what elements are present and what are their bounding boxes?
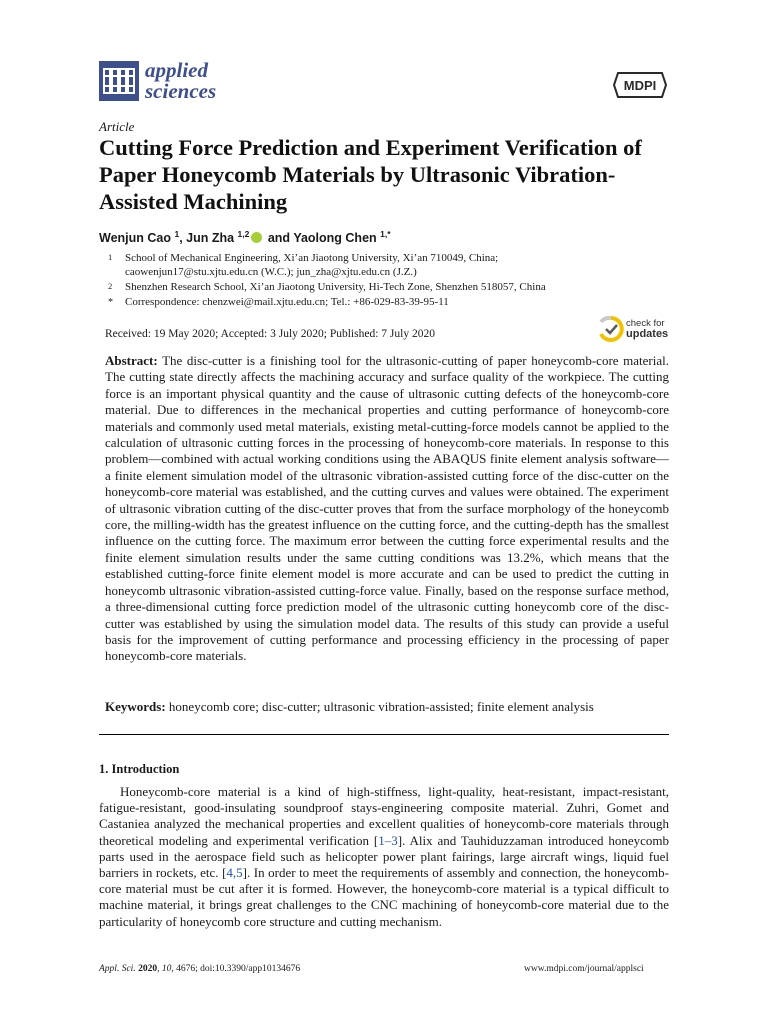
- footer-citation: Appl. Sci. 2020, 10, 4676; doi:10.3390/app10134676: [99, 964, 301, 974]
- check-updates-line2: updates: [626, 328, 669, 340]
- footer-journal-abbr: Appl. Sci.: [99, 964, 136, 974]
- paper-title: Cutting Force Prediction and Experiment Verification of Paper Honeycomb Materials by Ultrasonic Vibration-Assisted Machining: [99, 135, 642, 214]
- correspondence-mark: *: [108, 297, 113, 308]
- correspondence-text: Correspondence: chenzwei@mail.xjtu.edu.cn; Tel.: +86-029-83-39-95-11: [125, 296, 449, 308]
- footer-year: 2020: [138, 964, 158, 974]
- author-affiliation-mark: 1: [174, 229, 180, 239]
- abstract-label: Abstract:: [105, 353, 158, 368]
- affiliation-emails: caowenjun17@stu.xjtu.edu.cn (W.C.); jun_zha@xjtu.edu.cn (J.Z.): [125, 266, 417, 278]
- author-list: [99, 229, 391, 245]
- journal-logo-icon: [99, 61, 139, 101]
- keywords-label: Keywords:: [105, 699, 166, 714]
- citation-link[interactable]: 4,5: [226, 865, 243, 881]
- author-name: Wenjun Cao: [99, 231, 175, 246]
- footer-doi: , 4676; doi:10.3390/app10134676: [171, 964, 301, 974]
- publication-dates: Received: 19 May 2020; Accepted: 3 July 2020; Published: 7 July 2020: [105, 328, 435, 340]
- citation-link[interactable]: 1–3: [378, 832, 398, 848]
- abstract: [105, 353, 669, 665]
- affiliation-number: 1: [108, 252, 113, 262]
- journal-name-line1: applied: [145, 58, 208, 82]
- footer-journal-url[interactable]: www.mdpi.com/journal/applsci: [524, 964, 644, 974]
- publisher-logo: [612, 71, 668, 99]
- abstract-text: The disc-cutter is a finishing tool for the ultrasonic-cutting of paper honeycomb-core material. The cutting state directly affects the machining accuracy and surface quality of the workpiece. The cutting force is an important physical quantity and the cause of ultrasonic cutting defects of the honeycomb-core material. Due to differences in the mechanical properties and cutting performance of honeycomb-core materials and commonly used metal materials, existing metal-cutting-force models cannot be applied to the calculation of ultrasonic cutting forces in the processing of honeycomb-core materials. In response to this problem—combined with actual working conditions using the ABAQUS finite element analysis software—a finite element simulation model of the ultrasonic vibration-assisted cutting force of the disc-cutter on the honeycomb-core material was established, and the cutting curves and values were obtained. The experiment of ultrasonic vibration cutting of the disc-cutter proves that from the surface morphology of the honeycomb core, the milling-width has the greatest influence on the cutting force, and the cutting-depth has the smallest influence on the cutting force. The maximum error between the cutting force experimental results and the finite element simulation results under the same cutting conditions was 13.2%, which means that the established cutting-force finite element model is more accurate and can be used to predict the cutting in honeycomb ultrasonic vibration-assisted cutting-force value. Finally, based on the response surface method, a three-dimensional cutting force prediction model of the ultrasonic cutting honeycomb core of the disc-cutter was established by using the simulation model data. The results of this study can provide a useful basis for the improvement of cutting performance and processing efficiency in the processing of paper honeycomb-core materials.: [105, 353, 669, 664]
- affiliation-text: School of Mechanical Engineering, Xi’an Jiaotong University, Xi’an 710049, China;: [125, 252, 499, 264]
- section-divider: [99, 734, 669, 735]
- intro-text: Honeycomb-core material is a kind of high-stiffness, light-quality, heat-resistant, impact-resistant, fatigue-resistant, good-insulating soundproof stays-engineering composite material. Zuhri, Gomet and Castaniea analyzed the mechanical properties and excellent qualities of honeycomb-core materials through theoretical modeling and experimental verification [: [99, 784, 669, 848]
- footer-volume: 10: [161, 964, 172, 974]
- keywords: [105, 699, 669, 715]
- intro-text: ]. In order to meet the requirements of assembly and connection, the honeycomb-core material must be cut after it is formed. However, the honeycomb-core material is a typical difficult to machine material, it brings great challenges to the CNC machining of honeycomb-core material due to the particularity of honeycomb core structure and cutting mechanism.: [99, 865, 669, 929]
- article-type: Article: [99, 119, 135, 134]
- affiliation-number: 2: [108, 281, 113, 291]
- affiliation: [108, 251, 648, 279]
- author-name: and Yaolong Chen: [264, 231, 381, 246]
- check-updates-icon: [598, 316, 624, 344]
- journal-name-line2: sciences: [145, 79, 217, 103]
- section-heading: 1. Introduction: [99, 762, 180, 776]
- intro-text: ]. Alix and Tauhiduzzaman introduced honeycomb parts used in the aerospace field such as helicopter power plant fairings, large aircraft wings, liquid fuel barriers in rockets, etc. [: [99, 832, 669, 881]
- orcid-icon[interactable]: [251, 232, 262, 243]
- author-affiliation-mark: 1,2: [237, 229, 250, 239]
- affiliation: [108, 280, 648, 294]
- check-for-updates-badge[interactable]: [598, 316, 676, 344]
- check-updates-line1: check for: [626, 318, 665, 329]
- affiliation-text: Shenzhen Research School, Xi’an Jiaotong University, Hi-Tech Zone, Shenzhen 518057, China: [125, 281, 546, 293]
- author-name: , Jun Zha: [179, 231, 238, 246]
- author-affiliation-mark: 1,*: [380, 229, 391, 239]
- introduction-paragraph: [99, 784, 669, 930]
- publisher-name: MDPI: [623, 78, 657, 93]
- journal-logo: [99, 58, 249, 104]
- correspondence: [108, 295, 648, 309]
- keywords-text: honeycomb core; disc-cutter; ultrasonic vibration-assisted; finite element analysis: [165, 699, 594, 714]
